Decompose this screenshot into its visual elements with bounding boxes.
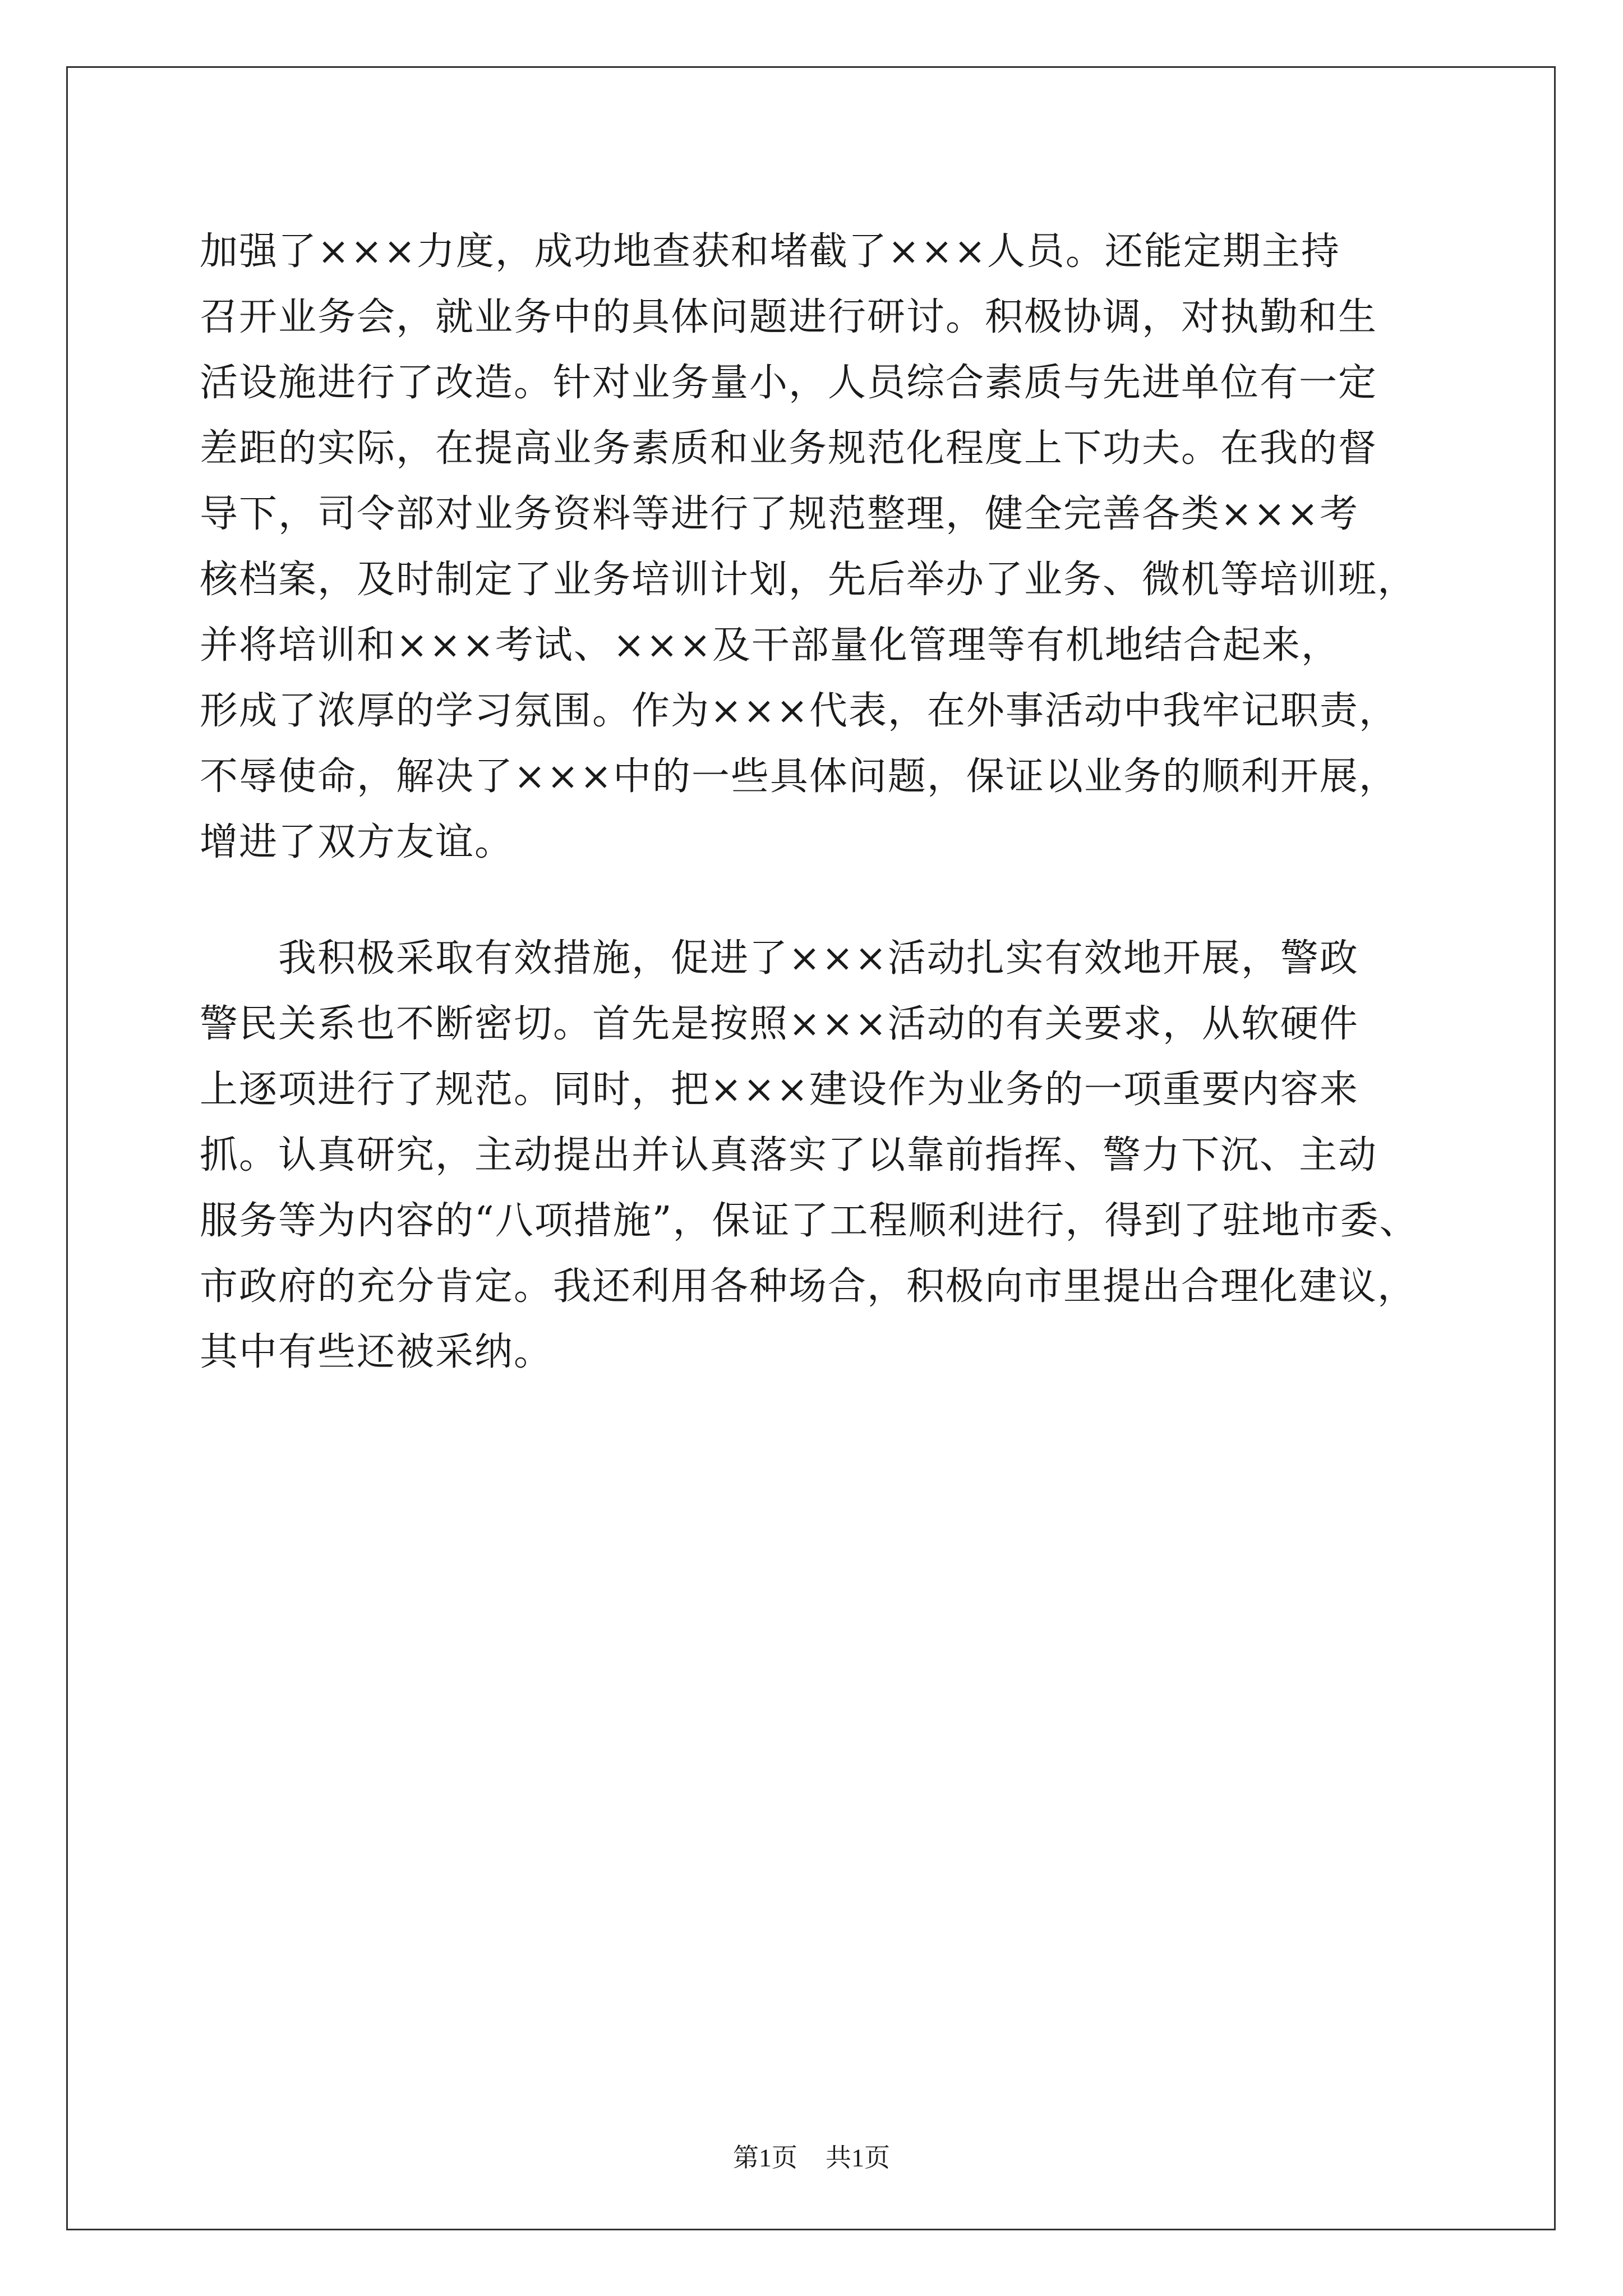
page-number: 第1页 — [733, 2143, 797, 2172]
page-footer — [0, 2137, 1623, 2174]
text-line: 加强了×××力度，成功地查获和堵截了×××人员。还能定期主持 — [200, 229, 1340, 274]
text-line: 市政府的充分肯定。我还利用各种场合，积极向市里提出合理化建议， — [200, 1264, 1417, 1309]
page-total: 共1页 — [826, 2143, 890, 2172]
text-line: 并将培训和×××考试、×××及干部量化管理等有机地结合起来， — [200, 623, 1340, 668]
text-line: 形成了浓厚的学习氛围。作为×××代表，在外事活动中我牢记职责， — [200, 689, 1398, 733]
text-line: 我积极采取有效措施，促进了×××活动扎实有效地开展，警政 — [200, 936, 1359, 981]
text-line: 差距的实际，在提高业务素质和业务规范化程度上下功夫。在我的督 — [200, 426, 1378, 471]
text-line: 导下，司令部对业务资料等进行了规范整理，健全完善各类×××考 — [200, 492, 1359, 536]
paragraph-1 — [200, 219, 1467, 875]
text-line: 核档案，及时制定了业务培训计划，先后举办了业务、微机等培训班， — [200, 558, 1417, 602]
text-line: 活设施进行了改造。针对业务量小，人员综合素质与先进单位有一定 — [200, 361, 1378, 405]
text-line: 抓。认真研究，主动提出并认真落实了以靠前指挥、警力下沉、主动 — [200, 1133, 1378, 1177]
text-line: 上逐项进行了规范。同时，把×××建设作为业务的一项重要内容来 — [200, 1068, 1359, 1112]
text-line: 增进了双方友谊。 — [200, 820, 514, 864]
text-line: 警民关系也不断密切。首先是按照×××活动的有关要求，从软硬件 — [200, 1002, 1359, 1046]
text-line: 其中有些还被采纳。 — [200, 1330, 554, 1374]
text-line: 服务等为内容的“八项措施”，保证了工程顺利进行，得到了驻地市委、 — [200, 1199, 1419, 1243]
document-body — [200, 219, 1467, 1385]
text-line: 不辱使命，解决了×××中的一些具体问题，保证以业务的顺利开展， — [200, 754, 1398, 799]
paragraph-2 — [200, 926, 1467, 1385]
text-line: 召开业务会，就业务中的具体问题进行研讨。积极协调，对执勤和生 — [200, 295, 1378, 339]
paragraph-gap — [200, 875, 1467, 926]
